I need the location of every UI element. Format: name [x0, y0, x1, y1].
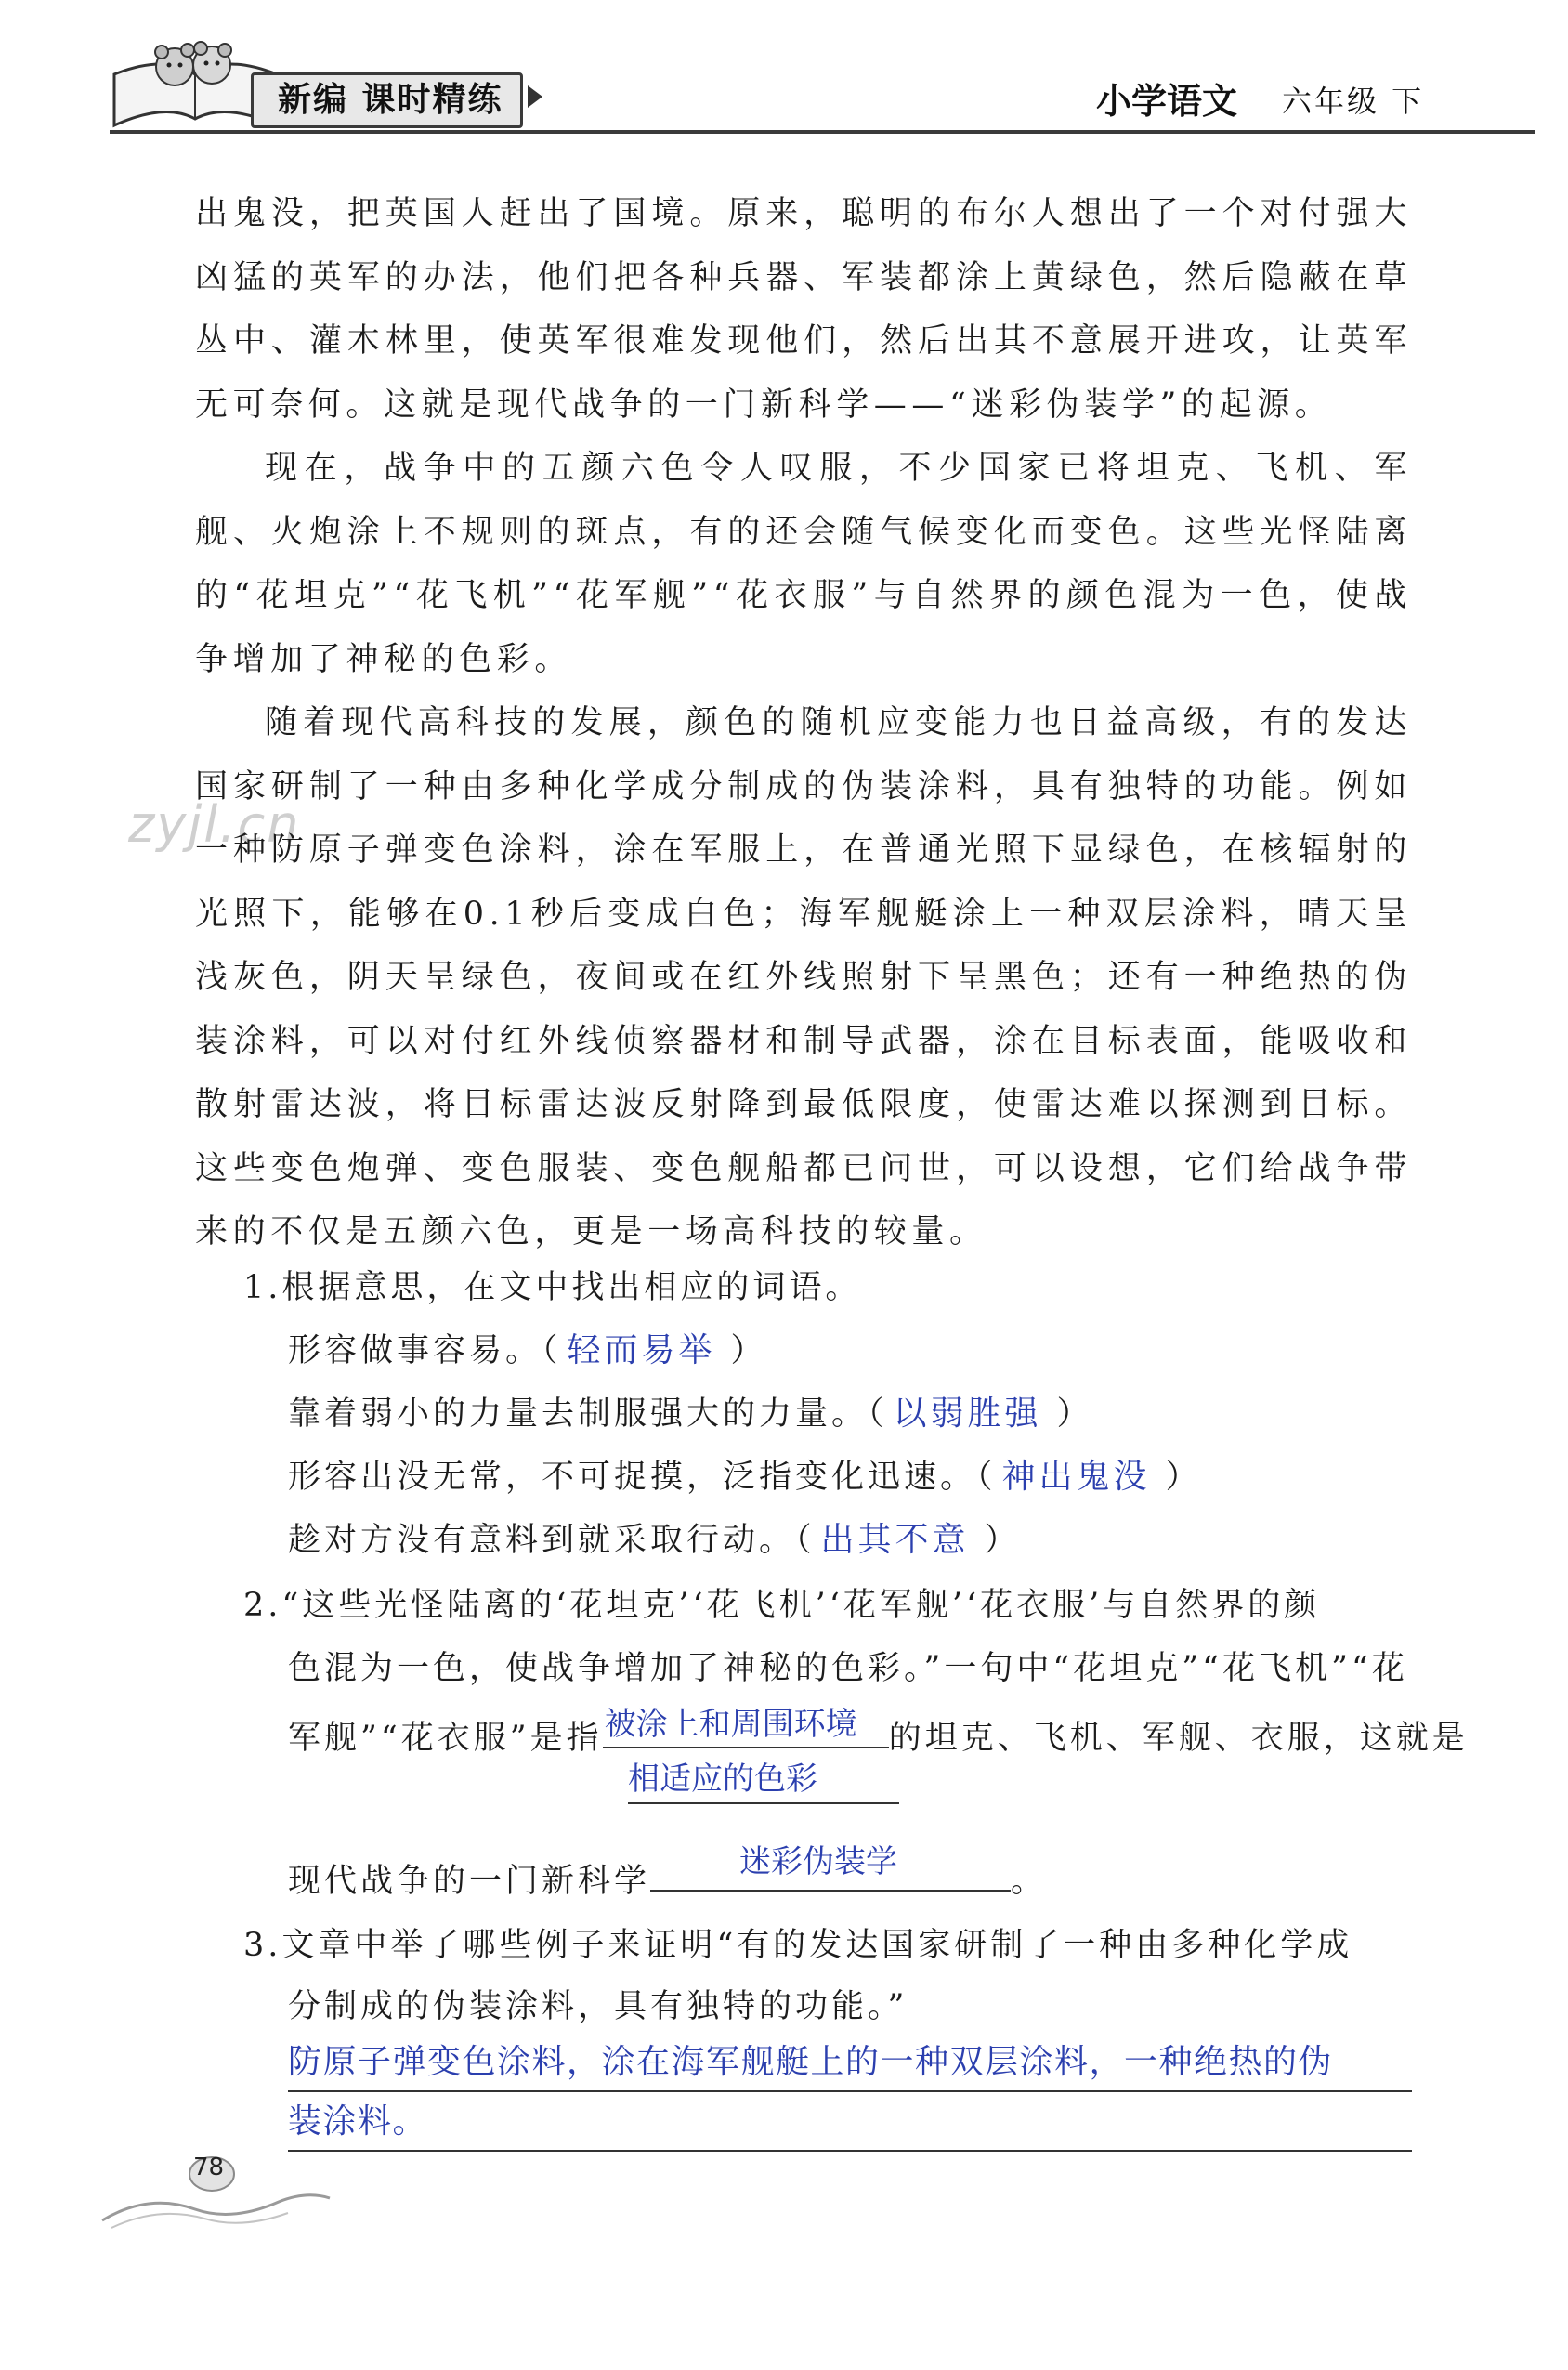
question-3-line-2: 分制成的伪装涂料，具有独特的功能。” [288, 1988, 908, 2025]
item-text: 形容做事容易。（ [288, 1332, 562, 1369]
question-1-item-2 [288, 1386, 1093, 1442]
passage-paragraph-3: 随着现代高科技的发展，颜色的随机应变能力也日益高级，有的发达国家研制了一种由多种化学成分制成的伪装涂料，具有独特的功能。例如一种防原子弹变色涂料，涂在军服上，在普通光照下显绿色，在核辐射的光照下，能够在0.1秒后变成白色；海军舰艇涂上一种双层涂料，晴天呈浅灰色，阴天呈绿色，夜间或在红外线照射下呈黑色；还有一种绝热的伪装涂料，可以对付红外线侦察器材和制导武器，涂在目标表面，能吸收和散射雷达波，将目标雷达波反射降到最低限度，使雷达难以探测到目标。这些变色炮弹、变色服装、变色舰船都已问世，可以设想，它们给战争带来的不仅是五颜六色，更是一场高科技的较量。 [195, 704, 1412, 1250]
watermark: zyjl.cn [128, 795, 301, 854]
series-title: 新编 课时精练 [251, 72, 523, 128]
passage-paragraph-2: 现在，战争中的五颜六色令人叹服，不少国家已将坦克、飞机、军舰、火炮涂上不规则的斑点，有的还会随气候变化而变色。这些光怪陆离的“花坦克”“花飞机”“花军舰”“花衣服”与自然界的颜色混为一色，使战争增加了神秘的色彩。 [195, 450, 1412, 678]
answer-blank-b[interactable] [650, 1843, 1011, 1892]
answer-blank-a[interactable] [603, 1704, 889, 1748]
line-4-suffix: 。 [1011, 1863, 1048, 1900]
answer-line-1-rule [288, 2090, 1412, 2092]
reading-passage [195, 182, 1412, 1264]
question-2-line-1: 2.“这些光怪陆离的‘花坦克’‘花飞机’‘花军舰’‘花衣服’与自然界的颜 [243, 1587, 1321, 1624]
item-text: 趁对方没有意料到就采取行动。（ [288, 1522, 816, 1559]
item-close: ） [984, 1522, 1021, 1559]
item-text: 靠着弱小的力量去制服强大的力量。（ [288, 1395, 888, 1433]
question-1-prompt: 1.根据意思，在文中找出相应的词语。 [243, 1269, 862, 1306]
passage-paragraph-1: 出鬼没，把英国人赶出了国境。原来，聪明的布尔人想出了一个对付强大凶猛的英军的办法，他们把各种兵器、军装都涂上黄绿色，然后隐蔽在草丛中、灌木林里，使英军很难发现他们，然后出其不意展开进攻，让英军无可奈何。这就是现代战争的一门新科学——“迷彩伪装学”的起源。 [195, 195, 1412, 424]
subject-label: 小学语文 [1096, 81, 1238, 122]
answer-a-line-1: 被涂上和周围环境 [604, 1706, 857, 1743]
answer-text: 出其不意 [820, 1521, 970, 1559]
answer-text: 轻而易举 [567, 1331, 716, 1369]
answer-line-2-rule [288, 2150, 1412, 2152]
line-3-suffix: 的坦克、飞机、军舰、衣服，这就是 [888, 1720, 1469, 1757]
banner-arrow-icon [528, 85, 542, 108]
page-header [0, 0, 1568, 149]
item-close: ） [1056, 1395, 1093, 1433]
item-close: ） [730, 1332, 767, 1369]
answer-text: 以弱胜强 [893, 1395, 1042, 1433]
grade-label: 六年级 下 [1282, 84, 1425, 119]
line-4-prefix: 现代战争的一门新科学 [288, 1863, 651, 1900]
question-2-line-2: 色混为一色，使战争增加了神秘的色彩。”一句中“花坦克”“花飞机”“花 [288, 1650, 1408, 1687]
item-text: 形容出没无常，不可捉摸，泛指变化迅速。（ [288, 1459, 997, 1496]
question-1-item-1 [288, 1323, 767, 1379]
answer-a-line-2: 相适应的色彩 [628, 1756, 899, 1804]
answer-b: 迷彩伪装学 [739, 1843, 898, 1880]
question-1-item-3 [288, 1449, 1202, 1505]
item-close: ） [1165, 1459, 1202, 1496]
line-3-prefix: 军舰”“花衣服”是指 [288, 1720, 603, 1757]
question-3-answer-line-2: 装涂料。 [288, 2102, 428, 2141]
page-number: 78 [193, 2154, 225, 2181]
question-1-item-4 [288, 1512, 1021, 1568]
question-2-line-4 [288, 1843, 1048, 1909]
answer-text: 神出鬼没 [1001, 1458, 1151, 1496]
header-divider [110, 130, 1535, 134]
question-3-line-1: 3.文章中举了哪些例子来证明“有的发达国家研制了一种由多种化学成 [243, 1927, 1353, 1964]
question-3-answer-line-1: 防原子弹变色涂料，涂在海军舰艇上的一种双层涂料，一种绝热的伪 [288, 2043, 1334, 2081]
